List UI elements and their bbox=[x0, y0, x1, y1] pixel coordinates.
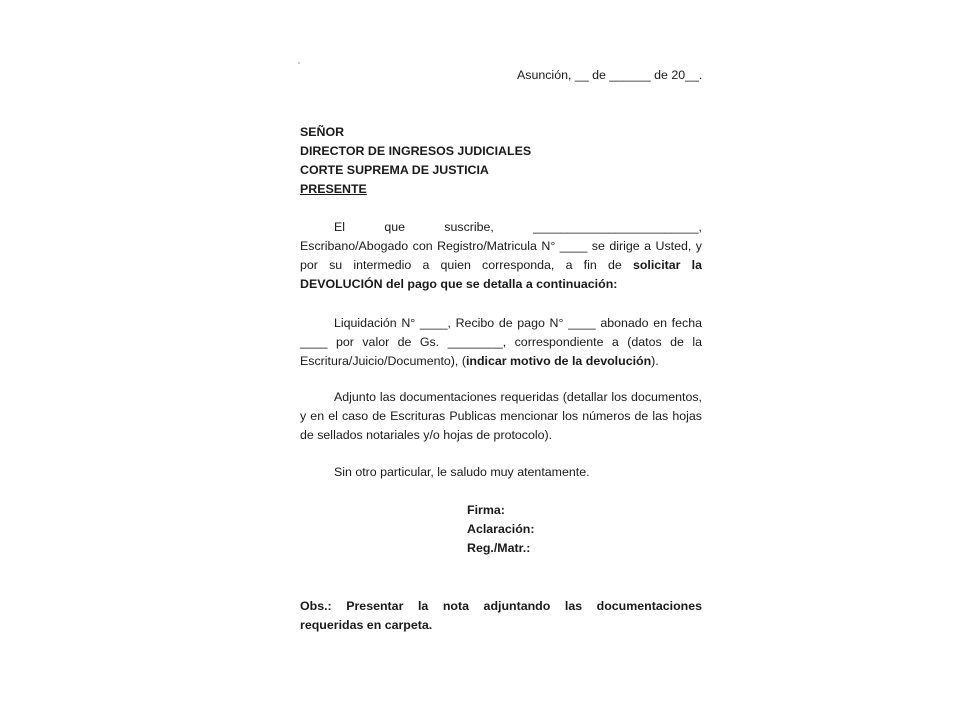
recipient-title: DIRECTOR DE INGRESOS JUDICIALES bbox=[300, 144, 532, 158]
recipient-institution: CORTE SUPREMA DE JUSTICIA bbox=[300, 163, 489, 177]
attachments-paragraph: Adjunto las documentaciones requeridas (detallar los documentos, y en el caso de Escrituras Publicas mencionar los números de las hojas de sellados notariales y/o hojas de protocolo). bbox=[300, 390, 702, 442]
registration-label: Reg./Matr.: bbox=[467, 541, 531, 555]
clarification-label: Aclaración: bbox=[467, 522, 535, 536]
signature-label: Firma: bbox=[467, 503, 505, 517]
recipient-salutation: SEÑOR bbox=[300, 125, 345, 139]
date-line: Asunción, __ de ______ de 20__. bbox=[517, 68, 703, 82]
request-paragraph-bold: solicitar la DEVOLUCIÓN del pago que se detalla a continuación: bbox=[300, 258, 703, 291]
observation-note: Obs.: Presentar la nota adjuntando las documentaciones requeridas en carpeta. bbox=[300, 599, 702, 632]
payment-details-paragraph bbox=[300, 314, 702, 371]
payment-details-bold: indicar motivo de la devolución bbox=[465, 354, 652, 368]
scan-speck bbox=[298, 62, 300, 64]
payment-details-end: ). bbox=[651, 354, 659, 368]
request-paragraph-text: El que suscribe, ________________________, Escribano/Abogado con Registro/Matricula N° ____ se dirige a Usted, y por su intermedio a quien corresponda, a fin de bbox=[300, 220, 702, 272]
recipient-presente: PRESENTE bbox=[300, 182, 367, 196]
request-paragraph bbox=[300, 218, 702, 294]
closing-line: Sin otro particular, le saludo muy atentamente. bbox=[334, 465, 590, 479]
payment-details-text: Liquidación N° ____, Recibo de pago N° ____ abonado en fecha ____ por valor de Gs. ________, correspondiente a (datos de la Escritura/Juicio/Documento), ( bbox=[300, 316, 702, 368]
